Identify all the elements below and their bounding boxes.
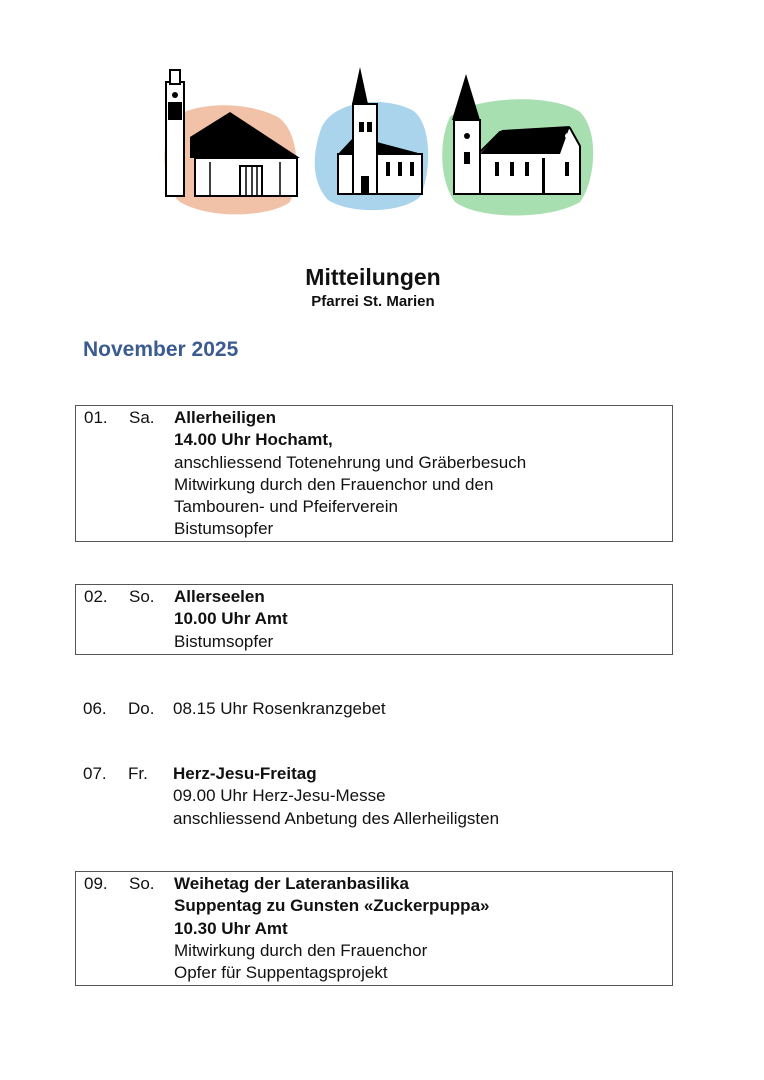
page-title: Mitteilungen	[305, 264, 441, 290]
page-subtitle: Pfarrei St. Marien	[311, 293, 435, 310]
calendar-entry	[75, 405, 673, 542]
entry-line: 08.15 Uhr Rosenkranzgebet	[173, 699, 386, 718]
entry-line: Herz-Jesu-Freitag	[173, 764, 317, 783]
entry-date: 02.	[84, 587, 108, 606]
entry-weekday: So.	[129, 587, 155, 606]
entry-line: Opfer für Suppentagsprojekt	[174, 963, 388, 983]
entry-line: Bistumsopfer	[174, 519, 274, 539]
calendar-entry	[75, 698, 673, 722]
entry-details	[173, 763, 669, 830]
entry-weekday: Sa.	[129, 408, 155, 427]
entry-line: Allerseelen	[174, 587, 265, 606]
entry-weekday: Fr.	[128, 764, 148, 783]
entry-details	[173, 698, 669, 720]
entry-line: anschliessend Anbetung des Allerheiligsten	[173, 808, 500, 828]
entry-line: Allerheiligen	[174, 408, 277, 427]
entry-date: 07.	[83, 764, 107, 783]
entry-line: 10.00 Uhr Amt	[174, 609, 288, 629]
entry-details	[174, 873, 668, 984]
entry-date: 06.	[83, 699, 107, 718]
entry-line: Mitwirkung durch den Frauenchor	[174, 940, 428, 960]
three-churches-logo-icon	[150, 62, 600, 222]
entry-line: anschliessend Totenehrung und Gräberbesuch	[174, 452, 527, 472]
entry-line: 09.00 Uhr Herz-Jesu-Messe	[173, 786, 386, 806]
entry-line: Suppentag zu Gunsten «Zuckerpuppa»	[174, 896, 490, 916]
entry-details	[174, 586, 668, 653]
entry-line: Mitwirkung durch den Frauenchor und den	[174, 474, 494, 494]
entry-line: 10.30 Uhr Amt	[174, 918, 288, 938]
month-heading: November 2025	[83, 338, 239, 361]
entry-line: Weihetag der Lateranbasilika	[174, 874, 409, 893]
calendar-entry	[75, 871, 673, 986]
entry-line: Bistumsopfer	[174, 631, 274, 651]
entry-date: 01.	[84, 408, 108, 427]
entry-line: 14.00 Uhr Hochamt,	[174, 430, 333, 450]
entry-date: 09.	[84, 874, 108, 893]
entry-line: Tambouren- und Pfeiferverein	[174, 497, 398, 517]
calendar-entry	[75, 763, 673, 831]
entry-weekday: Do.	[128, 699, 155, 718]
calendar-entry	[75, 584, 673, 655]
entry-weekday: So.	[129, 874, 155, 893]
entry-details	[174, 407, 668, 541]
